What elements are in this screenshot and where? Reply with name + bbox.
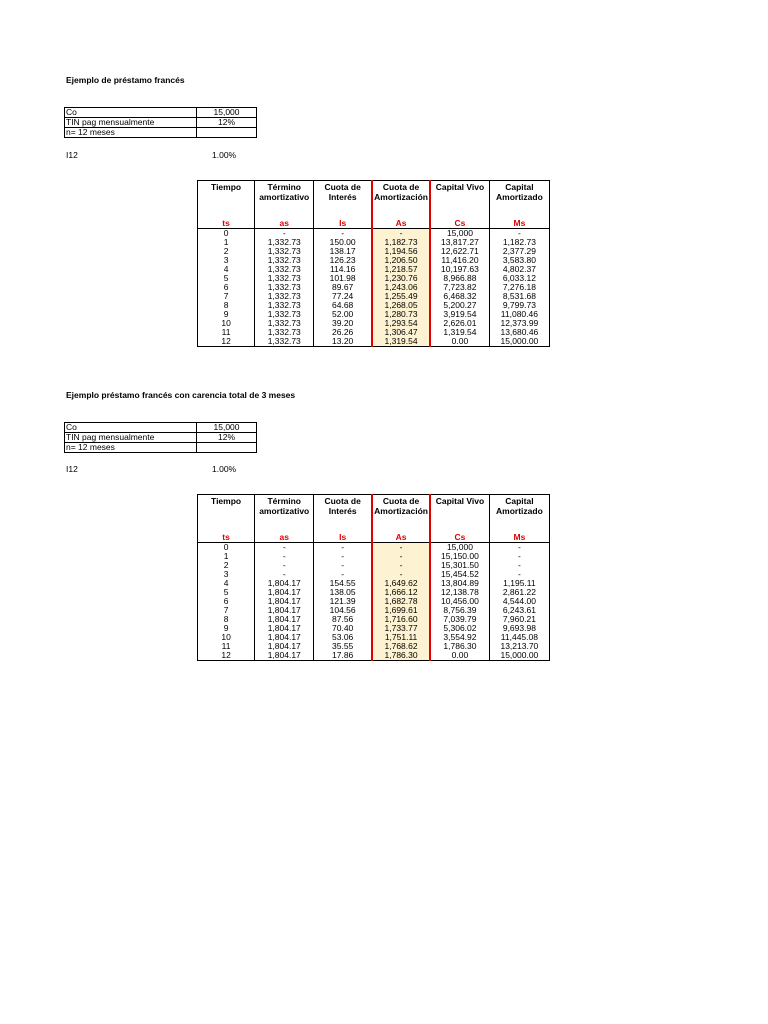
- table-cell: 10,456.00: [430, 597, 489, 606]
- column-header: Tiempo: [198, 181, 255, 219]
- table-row: [198, 561, 550, 570]
- table-cell: 12: [198, 337, 255, 347]
- column-symbol: Cs: [430, 218, 489, 229]
- table-row: [198, 579, 550, 588]
- column-header: Cuota de Amortización: [372, 495, 430, 533]
- param-value: [197, 128, 257, 138]
- table-cell: 2: [198, 247, 255, 256]
- table-cell: 12,622.71: [430, 247, 489, 256]
- table-cell: 1,306.47: [372, 328, 430, 337]
- param-label: Co: [65, 423, 197, 433]
- param-label: TIN pag mensualmente: [65, 433, 197, 443]
- table-cell: 8,531.68: [489, 292, 549, 301]
- section1-title: Ejemplo de préstamo francés: [66, 75, 185, 85]
- table-cell: 12,373.99: [489, 319, 549, 328]
- table-cell: 1,218.57: [372, 265, 430, 274]
- table-cell: 1,332.73: [255, 292, 314, 301]
- table-cell: 1,716.60: [372, 615, 430, 624]
- section2-title: Ejemplo préstamo francés con carencia total de 3 meses: [66, 390, 296, 400]
- section1-rate-label: I12: [66, 150, 78, 160]
- column-symbol: As: [372, 218, 430, 229]
- table-cell: 15,000.00: [489, 337, 549, 347]
- table-cell: -: [489, 229, 549, 239]
- table-cell: 13,213.70: [489, 642, 549, 651]
- table-cell: 0.00: [430, 337, 489, 347]
- table-row: [198, 292, 550, 301]
- table-cell: 8: [198, 615, 255, 624]
- table-cell: 15,301.50: [430, 561, 489, 570]
- table-cell: 154.55: [314, 579, 372, 588]
- table-cell: 1,733.77: [372, 624, 430, 633]
- table-cell: 13,817.27: [430, 238, 489, 247]
- column-header: Capital Vivo: [430, 495, 489, 533]
- param-row: [65, 433, 257, 443]
- table-cell: 15,000.00: [489, 651, 549, 661]
- table-cell: 3,554.92: [430, 633, 489, 642]
- param-row: [65, 443, 257, 453]
- table-cell: 8,966.88: [430, 274, 489, 283]
- table-cell: 64.68: [314, 301, 372, 310]
- table-cell: 1,293.54: [372, 319, 430, 328]
- table-row: [198, 588, 550, 597]
- table-cell: -: [372, 561, 430, 570]
- table-cell: 1,280.73: [372, 310, 430, 319]
- table-cell: 1,332.73: [255, 247, 314, 256]
- table-cell: 2,377.29: [489, 247, 549, 256]
- table-cell: 6,033.12: [489, 274, 549, 283]
- table-cell: 5,200.27: [430, 301, 489, 310]
- table-cell: 15,454.52: [430, 570, 489, 579]
- column-header: Cuota de Amortización: [372, 181, 430, 219]
- table-cell: 1,332.73: [255, 319, 314, 328]
- table-row: [198, 319, 550, 328]
- table-cell: 1,751.11: [372, 633, 430, 642]
- table-cell: 1,332.73: [255, 274, 314, 283]
- section2-params-table: [64, 422, 257, 453]
- table-cell: -: [314, 561, 372, 570]
- table-cell: 1,804.17: [255, 588, 314, 597]
- table-row: [198, 597, 550, 606]
- table-cell: 1,699.61: [372, 606, 430, 615]
- table-row: [198, 328, 550, 337]
- table-cell: 3: [198, 256, 255, 265]
- table-cell: -: [255, 570, 314, 579]
- table-cell: 1,332.73: [255, 310, 314, 319]
- column-symbol: as: [255, 218, 314, 229]
- param-value: [197, 443, 257, 453]
- table-cell: 3: [198, 570, 255, 579]
- table-row: [198, 283, 550, 292]
- table-cell: 1,804.17: [255, 606, 314, 615]
- param-value: 12%: [197, 118, 257, 128]
- column-symbol: ts: [198, 532, 255, 543]
- table-cell: 1,804.17: [255, 597, 314, 606]
- table-row: [198, 310, 550, 319]
- column-symbol: Is: [314, 218, 372, 229]
- table-cell: 1,255.49: [372, 292, 430, 301]
- table-cell: -: [489, 561, 549, 570]
- table-cell: 15,000: [430, 543, 489, 553]
- table-cell: 89.67: [314, 283, 372, 292]
- table-cell: 104.56: [314, 606, 372, 615]
- table-row: [198, 238, 550, 247]
- column-symbol: Cs: [430, 532, 489, 543]
- column-symbol: as: [255, 532, 314, 543]
- table-cell: 3,919.54: [430, 310, 489, 319]
- table-cell: -: [489, 570, 549, 579]
- table-cell: 13.20: [314, 337, 372, 347]
- table-cell: 11,416.20: [430, 256, 489, 265]
- table-cell: 5: [198, 588, 255, 597]
- table-row: [198, 552, 550, 561]
- table-cell: 1,332.73: [255, 337, 314, 347]
- table-cell: 4,802.37: [489, 265, 549, 274]
- table-row: [198, 642, 550, 651]
- table-cell: 1,319.54: [372, 337, 430, 347]
- section1-amortization-table: [197, 180, 550, 347]
- table-cell: 87.56: [314, 615, 372, 624]
- table-cell: 11: [198, 642, 255, 651]
- param-label: n= 12 meses: [65, 443, 197, 453]
- table-cell: 138.17: [314, 247, 372, 256]
- table-cell: 1,182.73: [489, 238, 549, 247]
- table-cell: -: [255, 561, 314, 570]
- table-cell: -: [372, 570, 430, 579]
- table-cell: 114.16: [314, 265, 372, 274]
- column-symbol: Ms: [489, 532, 549, 543]
- table-cell: 12: [198, 651, 255, 661]
- column-header: Capital Amortizado: [489, 495, 549, 533]
- table-cell: 13,804.89: [430, 579, 489, 588]
- table-cell: 15,000: [430, 229, 489, 239]
- table-cell: 0: [198, 543, 255, 553]
- table-cell: 9: [198, 624, 255, 633]
- column-symbol: Ms: [489, 218, 549, 229]
- table-row: [198, 606, 550, 615]
- table-cell: 17.86: [314, 651, 372, 661]
- table-cell: 4,544.00: [489, 597, 549, 606]
- table-cell: -: [372, 552, 430, 561]
- table-cell: 9,799.73: [489, 301, 549, 310]
- table-cell: 77.24: [314, 292, 372, 301]
- table-cell: 7,723.82: [430, 283, 489, 292]
- table-cell: 1,804.17: [255, 624, 314, 633]
- table-cell: 7,960.21: [489, 615, 549, 624]
- section2-amortization-table: [197, 494, 550, 661]
- param-value: 15,000: [197, 423, 257, 433]
- table-row: [198, 337, 550, 347]
- table-cell: 7,039.79: [430, 615, 489, 624]
- table-row: [198, 615, 550, 624]
- param-row: [65, 108, 257, 118]
- table-cell: 6,243.61: [489, 606, 549, 615]
- table-cell: 3,583.80: [489, 256, 549, 265]
- table-cell: 1,268.05: [372, 301, 430, 310]
- table-row: [198, 543, 550, 553]
- table-cell: -: [314, 570, 372, 579]
- table-cell: 121.39: [314, 597, 372, 606]
- param-row: [65, 128, 257, 138]
- table-cell: 7: [198, 606, 255, 615]
- param-row: [65, 118, 257, 128]
- table-cell: 13,680.46: [489, 328, 549, 337]
- table-cell: 2,626.01: [430, 319, 489, 328]
- table-cell: 1,332.73: [255, 283, 314, 292]
- table-cell: 1,194.56: [372, 247, 430, 256]
- column-header: Cuota de Interés: [314, 495, 372, 533]
- table-cell: 5,306.02: [430, 624, 489, 633]
- table-cell: 0: [198, 229, 255, 239]
- table-cell: -: [372, 229, 430, 239]
- section2-rate-label: I12: [66, 464, 78, 474]
- table-cell: 6: [198, 283, 255, 292]
- table-cell: 150.00: [314, 238, 372, 247]
- table-cell: 10: [198, 633, 255, 642]
- table-cell: -: [372, 543, 430, 553]
- table-cell: -: [255, 543, 314, 553]
- table-cell: 1,332.73: [255, 328, 314, 337]
- table-cell: 1,804.17: [255, 642, 314, 651]
- table-cell: 7: [198, 292, 255, 301]
- table-cell: -: [314, 229, 372, 239]
- table-row: [198, 274, 550, 283]
- table-cell: 1,768.62: [372, 642, 430, 651]
- table-cell: 1,786.30: [430, 642, 489, 651]
- table-cell: -: [255, 229, 314, 239]
- table-cell: 1,206.50: [372, 256, 430, 265]
- column-symbol: ts: [198, 218, 255, 229]
- table-cell: 1,332.73: [255, 301, 314, 310]
- column-header: Término amortizativo: [255, 181, 314, 219]
- table-cell: 6,468.32: [430, 292, 489, 301]
- table-cell: 10: [198, 319, 255, 328]
- column-symbol: As: [372, 532, 430, 543]
- table-row: [198, 247, 550, 256]
- table-cell: 1: [198, 238, 255, 247]
- table-cell: 1,332.73: [255, 265, 314, 274]
- column-header: Tiempo: [198, 495, 255, 533]
- table-cell: -: [314, 543, 372, 553]
- table-cell: 101.98: [314, 274, 372, 283]
- table-cell: 4: [198, 265, 255, 274]
- table-row: [198, 651, 550, 661]
- column-symbol: Is: [314, 532, 372, 543]
- table-cell: 1,786.30: [372, 651, 430, 661]
- table-cell: 1,804.17: [255, 651, 314, 661]
- param-label: Co: [65, 108, 197, 118]
- table-cell: 70.40: [314, 624, 372, 633]
- table-cell: 1,195.11: [489, 579, 549, 588]
- section2-rate-value: 1.00%: [212, 464, 237, 474]
- param-label: TIN pag mensualmente: [65, 118, 197, 128]
- table-cell: 126.23: [314, 256, 372, 265]
- table-cell: -: [489, 552, 549, 561]
- table-cell: 1,319.54: [430, 328, 489, 337]
- table-cell: 1,230.76: [372, 274, 430, 283]
- table-cell: 39.20: [314, 319, 372, 328]
- table-cell: 1,243.06: [372, 283, 430, 292]
- table-cell: 0.00: [430, 651, 489, 661]
- table-cell: 11,445.08: [489, 633, 549, 642]
- table-row: [198, 624, 550, 633]
- table-cell: 1,182.73: [372, 238, 430, 247]
- table-cell: 1,682.78: [372, 597, 430, 606]
- table-cell: 12,138.78: [430, 588, 489, 597]
- table-cell: 6: [198, 597, 255, 606]
- column-header: Capital Amortizado: [489, 181, 549, 219]
- table-row: [198, 229, 550, 239]
- param-row: [65, 423, 257, 433]
- param-label: n= 12 meses: [65, 128, 197, 138]
- table-cell: 8,756.39: [430, 606, 489, 615]
- table-cell: 11,080.46: [489, 310, 549, 319]
- table-row: [198, 301, 550, 310]
- table-cell: 2: [198, 561, 255, 570]
- table-row: [198, 570, 550, 579]
- section1-params-table: [64, 107, 257, 138]
- column-header: Capital Vivo: [430, 181, 489, 219]
- table-cell: 1,804.17: [255, 615, 314, 624]
- table-cell: 1,804.17: [255, 579, 314, 588]
- table-cell: 53.06: [314, 633, 372, 642]
- table-cell: 26.26: [314, 328, 372, 337]
- table-cell: 1: [198, 552, 255, 561]
- table-cell: 1,332.73: [255, 256, 314, 265]
- table-cell: -: [314, 552, 372, 561]
- table-row: [198, 633, 550, 642]
- table-cell: 10,197.63: [430, 265, 489, 274]
- table-cell: 15,150.00: [430, 552, 489, 561]
- table-cell: 1,332.73: [255, 238, 314, 247]
- column-header: Término amortizativo: [255, 495, 314, 533]
- table-cell: 8: [198, 301, 255, 310]
- param-value: 12%: [197, 433, 257, 443]
- table-cell: 52.00: [314, 310, 372, 319]
- table-cell: 35.55: [314, 642, 372, 651]
- table-cell: 1,649.62: [372, 579, 430, 588]
- table-cell: 138.05: [314, 588, 372, 597]
- table-cell: -: [255, 552, 314, 561]
- table-cell: 1,804.17: [255, 633, 314, 642]
- param-value: 15,000: [197, 108, 257, 118]
- table-cell: 9,693.98: [489, 624, 549, 633]
- table-row: [198, 256, 550, 265]
- table-cell: 4: [198, 579, 255, 588]
- column-header: Cuota de Interés: [314, 181, 372, 219]
- table-cell: 5: [198, 274, 255, 283]
- table-cell: -: [489, 543, 549, 553]
- table-row: [198, 265, 550, 274]
- table-cell: 2,861.22: [489, 588, 549, 597]
- table-cell: 1,666.12: [372, 588, 430, 597]
- table-cell: 9: [198, 310, 255, 319]
- section1-rate-value: 1.00%: [212, 150, 237, 160]
- table-cell: 11: [198, 328, 255, 337]
- table-cell: 7,276.18: [489, 283, 549, 292]
